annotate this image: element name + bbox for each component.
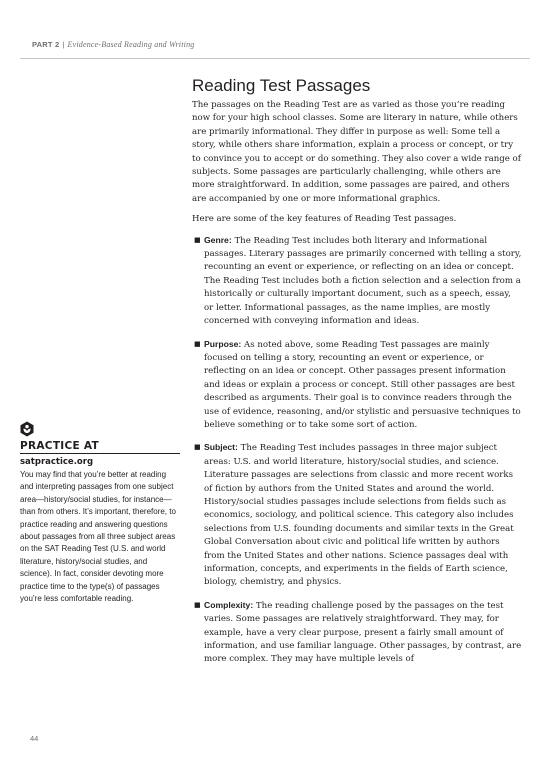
feature-text: As noted above, some Reading Test passages are mainly focused on telling a story, recounting an event or experience, or reflecting on an idea or concept. Other passages present information and ideas or explain a process or concept. Still other passages are best described as arguments. Their goal is to convince readers through the use of evidence, reasoning, and/or stylistic and persuasive techniques to believe something or to take some sort of action.	[204, 339, 521, 430]
feature-term: Purpose:	[204, 338, 242, 349]
main-column	[192, 76, 522, 676]
page-number: 44	[30, 734, 39, 743]
bullet-icon: ■	[194, 235, 201, 244]
header-rule	[20, 58, 530, 59]
intro-paragraph: The passages on the Reading Test are as varied as those you’re reading now for your high school classes. Some are literary in nature, while others are primarily informational. They differ in purpose as well: Some tell a story, while others share information, explain a process or concept, or try to convince you to accept or do something. They also cover a wide range of subjects. Some passages are particularly challenging, while others are more straightforward. In addition, some passages are paired, and others are accompanied by one or more informational graphics.	[192, 100, 521, 204]
section-label: Evidence-Based Reading and Writing	[67, 40, 195, 49]
list-item	[192, 599, 522, 667]
part-label: PART 2	[32, 40, 60, 49]
feature-term: Subject:	[204, 442, 238, 453]
feature-text: The Reading Test includes passages in three major subject areas: U.S. and world literature, history/social studies, and science. Literature passages are selections from classic and more recent works of fiction by authors from the United States and around the world. History/social studies passages include selections from fields such as economics, sociology, and political science. This category also includes selections from U.S. founding documents and similar texts in the Great Global Conversation about civic and political life written by authors from the United States and other nations. Science passages deal with information, concepts, and experiments in the fields of Earth science, biology, chemistry, and physics.	[204, 443, 514, 588]
list-item	[192, 338, 522, 433]
bullet-icon: ■	[194, 339, 201, 348]
feature-text: The Reading Test includes both literary and informational passages. Literary passages are primarily concerned with telling a story, recounting an event or experience, or reflecting on an idea or concept. The Reading Test includes both a fiction selection and a selection from a historically or culturally important document, such as a speech, essay, or letter. Informational passages, as the name implies, are mostly concerned with conveying information and ideas.	[204, 235, 522, 327]
feature-term: Genre:	[204, 234, 232, 245]
lead-paragraph: Here are some of the key features of Reading Test passages.	[192, 214, 457, 225]
header-separator: |	[62, 40, 65, 49]
practice-text: You may find that you’re better at reading and interpreting passages from one subject area—history/social studies, for instance—than from others. It’s important, therefore, to practice reading and answering questions about passages from all three subject areas on the SAT Reading Test (U.S. and world literature, history/social studies, and science). In fact, consider devoting more practice time to the type(s) of passages you’re less comfortable reading.	[20, 470, 176, 604]
practice-url: satpractice.org	[20, 457, 94, 467]
feature-text: The reading challenge posed by the passages on the test varies. Some passages are relatively straightforward. They may, for example, have a very clear purpose, present a fairly small amount of information, and use familiar language. Other passages, by contrast, are more complex. They may have multiple levels of	[204, 600, 522, 665]
list-item	[192, 441, 522, 589]
running-header	[32, 40, 194, 49]
list-item	[192, 234, 522, 329]
practice-sidebar	[20, 421, 180, 605]
practice-label: PRACTICE AT	[20, 440, 180, 454]
khan-academy-logo-icon	[20, 421, 180, 437]
feature-term: Complexity:	[204, 599, 254, 610]
bullet-icon: ■	[194, 443, 201, 452]
page-title: Reading Test Passages	[192, 76, 371, 95]
feature-list	[192, 234, 522, 667]
bullet-icon: ■	[194, 600, 201, 609]
